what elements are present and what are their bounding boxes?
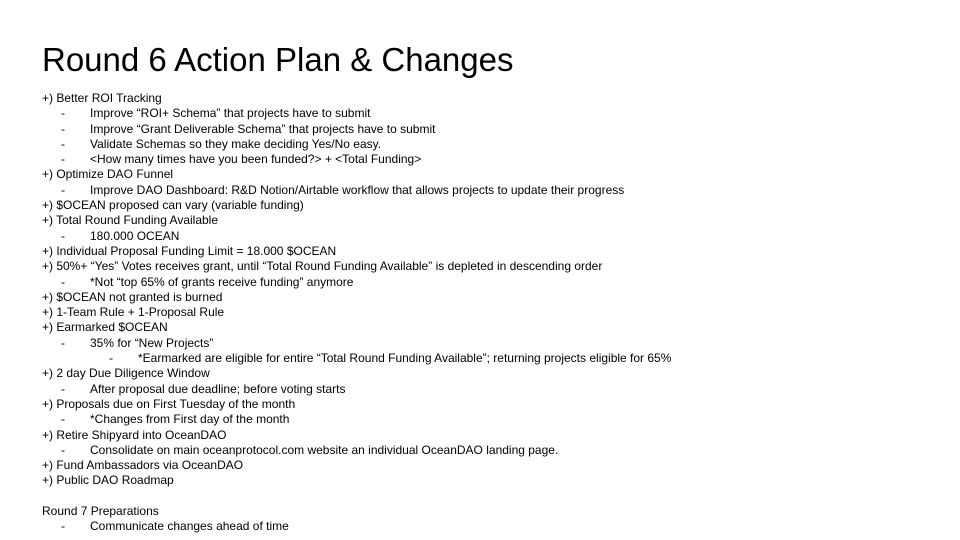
- item-text: Improve “ROI+ Schema” that projects have to submit: [90, 106, 371, 121]
- item-text: +) Earmarked $OCEAN: [42, 320, 168, 335]
- dash-bullet: -: [61, 228, 65, 243]
- dash-bullet: -: [61, 274, 65, 289]
- slide-title: Round 6 Action Plan & Changes: [42, 41, 514, 78]
- dash-bullet: -: [61, 335, 65, 350]
- list-item: [42, 382, 942, 397]
- list-item: [42, 443, 942, 458]
- item-text: Improve “Grant Deliverable Schema” that projects have to submit: [90, 121, 436, 136]
- list-item: [42, 152, 942, 167]
- item-text: <How many times have you been funded?> + <Total Funding>: [90, 152, 422, 167]
- list-item: [42, 351, 942, 366]
- item-text: +) Total Round Funding Available: [42, 213, 219, 228]
- item-text: +) Optimize DAO Funnel: [42, 167, 174, 182]
- item-text: +) 1-Team Rule + 1-Proposal Rule: [42, 305, 225, 320]
- item-text: Validate Schemas so they make deciding Yes/No easy.: [90, 136, 382, 151]
- list-item: [42, 244, 942, 259]
- item-text: +) 50%+ “Yes” Votes receives grant, until “Total Round Funding Available” is depleted in descending order: [42, 259, 603, 274]
- dash-bullet: -: [61, 106, 65, 121]
- dash-bullet: -: [61, 519, 65, 534]
- list-item: [42, 519, 942, 534]
- list-item: [42, 320, 942, 335]
- list-item: [42, 122, 942, 137]
- section-heading: [42, 504, 942, 519]
- item-text: +) $OCEAN proposed can vary (variable funding): [42, 198, 304, 213]
- list-item: [42, 428, 942, 443]
- item-text: 180.000 OCEAN: [90, 228, 180, 243]
- item-text: *Earmarked are eligible for entire “Total Round Funding Available”; returning projects eligible for 65%: [138, 351, 672, 366]
- list-item: [42, 458, 942, 473]
- list-item: [42, 183, 942, 198]
- item-text: Consolidate on main oceanprotocol.com website an individual OceanDAO landing page.: [90, 442, 559, 457]
- dash-bullet: -: [109, 351, 113, 366]
- list-item: [42, 137, 942, 152]
- dash-bullet: -: [61, 381, 65, 396]
- slide-body: [42, 91, 942, 535]
- dash-bullet: -: [61, 182, 65, 197]
- list-item: [42, 167, 942, 182]
- item-text: +) Public DAO Roadmap: [42, 473, 174, 488]
- item-text: *Changes from First day of the month: [90, 412, 290, 427]
- dash-bullet: -: [61, 412, 65, 427]
- list-item: [42, 305, 942, 320]
- list-item: [42, 229, 942, 244]
- item-text: +) Better ROI Tracking: [42, 91, 162, 105]
- dash-bullet: -: [61, 121, 65, 136]
- list-item: [42, 91, 942, 106]
- list-item: [42, 473, 942, 488]
- list-item: [42, 366, 942, 381]
- list-item: [42, 198, 942, 213]
- item-text: +) Individual Proposal Funding Limit = 18.000 $OCEAN: [42, 243, 337, 258]
- item-text: +) Proposals due on First Tuesday of the month: [42, 396, 296, 411]
- item-text: *Not “top 65% of grants receive funding” anymore: [90, 274, 354, 289]
- item-text: After proposal due deadline; before voting starts: [90, 381, 346, 396]
- dash-bullet: -: [61, 442, 65, 457]
- list-item: [42, 397, 942, 412]
- item-text: 35% for “New Projects”: [90, 335, 214, 350]
- item-text: +) 2 day Due Diligence Window: [42, 366, 210, 381]
- list-item: [42, 290, 942, 305]
- item-text: +) $OCEAN not granted is burned: [42, 289, 223, 304]
- list-item: [42, 106, 942, 121]
- dash-bullet: -: [61, 136, 65, 151]
- list-item: [42, 213, 942, 228]
- dash-bullet: -: [61, 152, 65, 167]
- list-item: [42, 259, 942, 274]
- list-item: [42, 412, 942, 427]
- item-text: Improve DAO Dashboard: R&D Notion/Airtable workflow that allows projects to update their progress: [90, 182, 625, 197]
- item-text: Round 7 Preparations: [42, 504, 159, 519]
- list-item: [42, 336, 942, 351]
- spacer: [42, 489, 942, 504]
- list-item: [42, 275, 942, 290]
- item-text: Communicate changes ahead of time: [90, 519, 289, 534]
- item-text: +) Fund Ambassadors via OceanDAO: [42, 458, 244, 473]
- item-text: +) Retire Shipyard into OceanDAO: [42, 427, 227, 442]
